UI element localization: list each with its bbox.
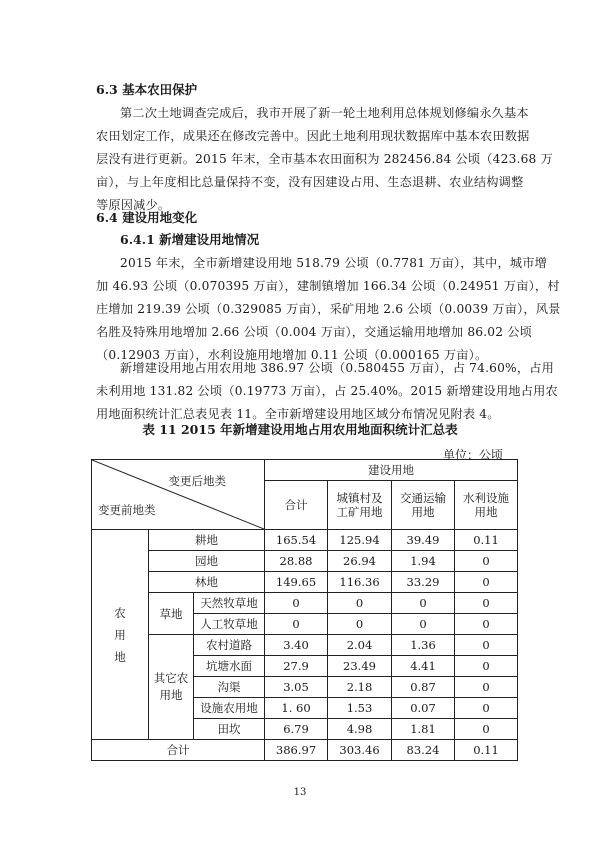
cell: 1.81: [392, 719, 455, 740]
subgroup-cell: 草地: [149, 593, 194, 635]
cell: 0: [455, 572, 518, 593]
paragraph-line: 加 46.93 公顷（0.070395 万亩），建制镇增加 166.34 公顷（0.24951 万亩），村: [96, 279, 560, 293]
cell: 1. 60: [265, 698, 328, 719]
paragraph-line: 等原因减少。: [96, 198, 171, 212]
row-label: 林地: [149, 572, 265, 593]
cell: 0: [455, 698, 518, 719]
diagonal-line: [92, 460, 264, 529]
cell: 0: [265, 614, 328, 635]
col-header: 交通运输 用地: [392, 481, 455, 530]
cell: 0: [328, 614, 392, 635]
cell: 116.36: [328, 572, 392, 593]
paragraph-line: 庄增加 219.39 公顷（0.329085 万亩），采矿用地 2.6 公顷（0.0039 万亩），风景: [96, 302, 561, 316]
paragraph-line: 2015 年末，全市新增建设用地 518.79 公顷（0.7781 万亩），其中，城市增: [120, 256, 548, 270]
cell: 0.11: [455, 530, 518, 551]
cell: 0: [455, 551, 518, 572]
cell: 0: [455, 593, 518, 614]
cell: 0: [455, 656, 518, 677]
cell: 165.54: [265, 530, 328, 551]
row-label: 农村道路: [194, 635, 265, 656]
table-row: [92, 635, 518, 656]
cell: 1.53: [328, 698, 392, 719]
cell: 23.49: [328, 656, 392, 677]
paragraph-line: 未利用地 131.82 公顷（0.19773 万亩），占 25.40%。2015 新增建设用地占用农: [96, 384, 558, 398]
cell: 386.97: [265, 740, 328, 761]
cell: 125.94: [328, 530, 392, 551]
paragraph-line: 亩），与上年度相比总量保持不变，没有因建设占用、生态退耕、农业结构调整: [96, 175, 524, 189]
cell: 27.9: [265, 656, 328, 677]
cell: 3.05: [265, 677, 328, 698]
cell: 4.41: [392, 656, 455, 677]
row-label: 园地: [149, 551, 265, 572]
table-row: [92, 530, 518, 551]
cell: 33.29: [392, 572, 455, 593]
cell: 0: [455, 719, 518, 740]
diagonal-header-cell: [92, 460, 265, 530]
cell: 1.94: [392, 551, 455, 572]
main-category-cell: 农 用 地: [92, 530, 149, 740]
section-heading-6-3: 6.3 基本农田保护: [96, 82, 198, 97]
cell: 3.40: [265, 635, 328, 656]
cell: 28.88: [265, 551, 328, 572]
cell: 0.11: [455, 740, 518, 761]
cell: 0: [392, 614, 455, 635]
col-header: 城镇村及 工矿用地: [328, 481, 392, 530]
cell: 0: [455, 635, 518, 656]
cell: 2.04: [328, 635, 392, 656]
row-label: 天然牧草地: [194, 593, 265, 614]
cell: 0: [328, 593, 392, 614]
col-header: 水利设施 用地: [455, 481, 518, 530]
row-label: 耕地: [149, 530, 265, 551]
row-label: 设施农用地: [194, 698, 265, 719]
cell: 26.94: [328, 551, 392, 572]
cell: 4.98: [328, 719, 392, 740]
subgroup-cell: 其它农 用地: [149, 635, 194, 740]
diag-label-before: 变更前地类: [98, 503, 156, 517]
table-title: 表 11 2015 年新增建设用地占用农用地面积统计汇总表: [142, 422, 458, 437]
total-label: 合计: [92, 740, 265, 761]
cell: 6.79: [265, 719, 328, 740]
paragraph-line: 名胜及特殊用地增加 2.66 公顷（0.004 万亩），交通运输用地增加 86.02 公顷: [96, 325, 533, 339]
diag-label-after: 变更后地类: [168, 474, 227, 488]
cell: 303.46: [328, 740, 392, 761]
cell: 2.18: [328, 677, 392, 698]
group-header: 建设用地: [265, 460, 518, 481]
row-label: 沟渠: [194, 677, 265, 698]
paragraph-line: 用地面积统计汇总表见表 11。全市新增建设用地区域分布情况见附表 4。: [96, 407, 500, 421]
paragraph-line: 层没有进行更新。2015 年末，全市基本农田面积为 282456.84 公顷（423.68 万: [96, 152, 553, 166]
cell: 1.36: [392, 635, 455, 656]
cell: 0: [455, 677, 518, 698]
row-label: 坑塘水面: [194, 656, 265, 677]
paragraph-line: 新增建设用地占用农用地 386.97 公顷（0.580455 万亩），占 74.60%，占用: [120, 361, 554, 375]
cell: 0: [392, 593, 455, 614]
table-row: [92, 593, 518, 614]
cell: 83.24: [392, 740, 455, 761]
page-number: 13: [293, 787, 307, 798]
land-use-table: [91, 459, 518, 761]
cell: 0.07: [392, 698, 455, 719]
table-row: [92, 551, 518, 572]
col-header: 合计: [265, 481, 328, 530]
paragraph-line: 第二次土地调查完成后，我市开展了新一轮土地利用总体规划修编永久基本: [120, 106, 529, 120]
paragraph-line: 农田划定工作，成果还在修改完善中。因此土地利用现状数据库中基本农田数据: [96, 129, 530, 143]
row-label: 田坎: [194, 719, 265, 740]
total-row: [92, 740, 518, 761]
table-unit: 单位：公顷: [442, 448, 503, 462]
cell: 149.65: [265, 572, 328, 593]
cell: 0: [265, 593, 328, 614]
paragraph-line: （0.12903 万亩），水利设施用地增加 0.11 公顷（0.000165 万亩）。: [96, 348, 488, 362]
table-row: [92, 572, 518, 593]
cell: 0.87: [392, 677, 455, 698]
section-heading-6-4: 6.4 建设用地变化: [96, 210, 198, 225]
cell: 0: [455, 614, 518, 635]
sub-heading-6-4-1: 6.4.1 新增建设用地情况: [120, 232, 260, 247]
row-label: 人工牧草地: [194, 614, 265, 635]
cell: 39.49: [392, 530, 455, 551]
